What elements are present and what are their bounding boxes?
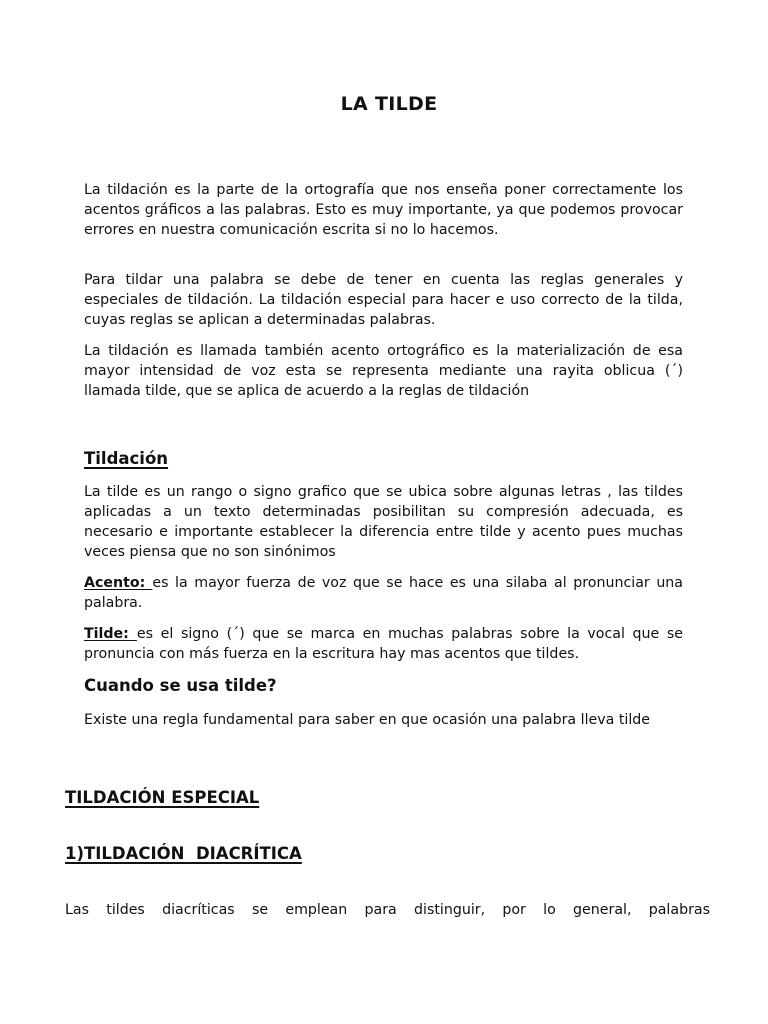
acento-definition — [84, 573, 683, 613]
tilde-definition — [84, 624, 683, 664]
heading-cuando-se-usa-tilde: Cuando se usa tilde? — [84, 676, 277, 695]
cuando-paragraph: Existe una regla fundamental para saber en que ocasión una palabra lleva tilde — [84, 712, 651, 728]
heading-tildacion-especial: TILDACIÓN ESPECIAL — [65, 788, 260, 807]
acento-term: Acento: — [84, 575, 153, 591]
heading-tildacion: Tildación — [84, 449, 169, 468]
diacritica-paragraph-start: Las tildes diacríticas se emplean para distinguir, por lo general, palabras — [65, 902, 710, 918]
tilde-text: es el signo (´) que se marca en muchas palabras sobre la vocal que se pronuncia con más fuerza en la escritura hay mas acentos que tildes. — [84, 626, 683, 662]
document-title: LA TILDE — [340, 93, 438, 115]
heading-tildacion-diacritica: 1)TILDACIÓN DIACRÍTICA — [65, 844, 302, 863]
tildacion-paragraph: La tilde es un rango o signo grafico que se ubica sobre algunas letras , las tildes aplicadas a un texto determinadas posibilitan su compresión adecuada, es necesario e importante establecer la diferencia entre tilde y acento pues muchas veces piensa que no son sinónimos — [84, 484, 683, 560]
intro-paragraph-2: Para tildar una palabra se debe de tener en cuenta las reglas generales y especiales de tildación. La tildación especial para hacer e uso correcto de la tilda, cuyas reglas se aplican a determinadas palabras. — [84, 272, 683, 328]
intro-paragraph-1: La tildación es la parte de la ortografía que nos enseña poner correctamente los acentos gráficos a las palabras. Esto es muy importante, ya que podemos provocar errores en nuestra comunicación escrita si no lo hacemos. — [84, 182, 683, 238]
tilde-term: Tilde: — [84, 626, 137, 642]
intro-paragraph-3: La tildación es llamada también acento ortográfico es la materialización de esa mayor intensidad de voz esta se representa mediante una rayita oblicua (´) llamada tilde, que se aplica de acuerdo a la reglas de tildación — [84, 343, 683, 399]
acento-text: es la mayor fuerza de voz que se hace es una silaba al pronunciar una palabra. — [84, 575, 683, 611]
